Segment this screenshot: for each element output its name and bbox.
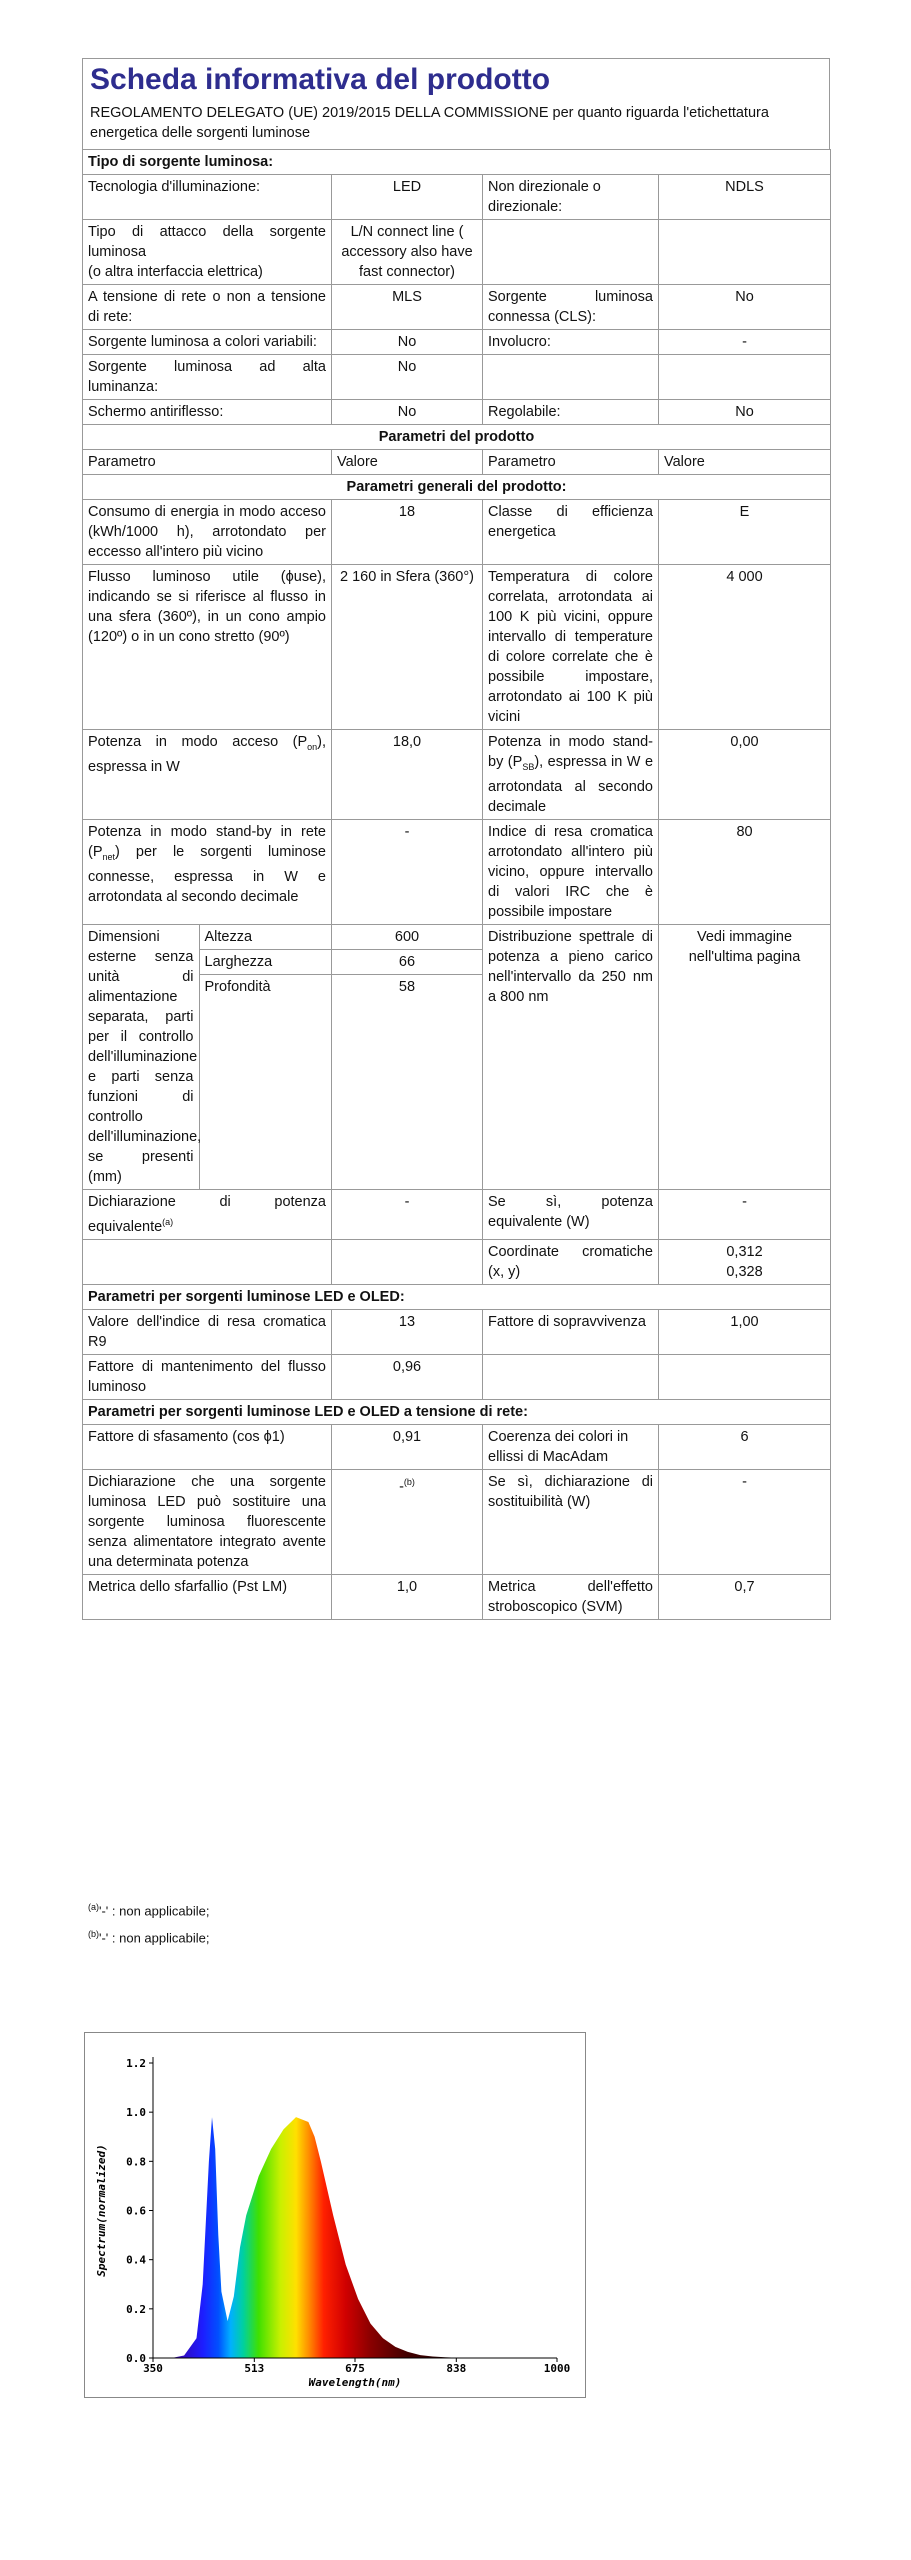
svm-value: 0,7 — [659, 1574, 831, 1619]
y-tick-label: 0.4 — [126, 2253, 146, 2267]
pnet-value: - — [332, 819, 483, 924]
col-header-value: Valore — [332, 450, 483, 475]
y-tick-label: 0.6 — [126, 2204, 146, 2218]
irc-label: Indice di resa cromatica arrotondato all'intero più vicino, oppure intervallo di valori IRC che è possibile impostare — [483, 819, 659, 924]
cls-value: No — [659, 285, 831, 330]
direzionale-label: Non direzionale o direzionale: — [483, 175, 659, 220]
dimensioni-label: Dimensioni esterne senza unità di alimentazione separata, parti per il controllo dell'illuminazione e parti senza funzioni di controllo dell'illuminazione, se presenti (mm) — [83, 925, 199, 1189]
dimensioni-values — [332, 924, 483, 1189]
regulation-subtitle: REGOLAMENTO DELEGATO (UE) 2019/2015 DELLA COMMISSIONE per quanto riguarda l'etichettatura energetica delle sorgenti luminose — [90, 105, 769, 141]
dichiarazione-value: - — [332, 1189, 483, 1239]
tecnologia-value: LED — [332, 175, 483, 220]
sostituibilita-label: Se sì, dichiarazione di sostituibilità (W) — [483, 1469, 659, 1574]
sfasamento-label: Fattore di sfasamento (cos ϕ1) — [83, 1424, 332, 1469]
flusso-label: Flusso luminoso utile (ϕuse), indicando se si riferisce al flusso in una sfera (360º), in un cono ampio (120º) o in un cono stretto (90º) — [83, 565, 332, 730]
alta-luminanza-label: Sorgente luminosa ad alta luminanza: — [83, 355, 332, 400]
involucro-value: - — [659, 330, 831, 355]
x-tick-label: 513 — [244, 2362, 265, 2375]
parametri-generali: Parametri generali del prodotto: — [83, 475, 831, 500]
y-axis-label: Spectrum(normalized) — [95, 2144, 108, 2277]
x-tick-label: 1000 — [543, 2362, 571, 2375]
potenza-equivalente-value: - — [659, 1189, 831, 1239]
product-sheet — [82, 58, 830, 1620]
spectrum-chart — [84, 2032, 586, 2398]
dichiarazione-label: Dichiarazione di potenza equivalente$^{(a)}$ — [83, 1189, 332, 1239]
larghezza-label: Larghezza — [200, 950, 332, 975]
dimensioni-cell — [83, 924, 332, 1189]
psb-value: 0,00 — [659, 730, 831, 820]
col-header-value-2: Valore — [659, 450, 831, 475]
altezza-label: Altezza — [200, 925, 332, 950]
consumo-value: 18 — [332, 500, 483, 565]
x-tick-label: 350 — [143, 2362, 163, 2375]
footnote-a: $^{(a)}$'-' : non applicabile; — [88, 1902, 210, 1919]
section-led: Parametri per sorgenti luminose LED e OLED: — [83, 1284, 831, 1309]
altezza-value: 600 — [332, 925, 482, 950]
y-tick-label: 0.2 — [126, 2302, 146, 2316]
col-header-param: Parametro — [83, 450, 332, 475]
y-tick-label: 0.8 — [126, 2155, 146, 2169]
spettro-value: Vedi immagine nell'ultima pagina — [659, 924, 831, 1189]
schermo-label: Schermo antiriflesso: — [83, 400, 332, 425]
tensione-value: MLS — [332, 285, 483, 330]
direzionale-value: NDLS — [659, 175, 831, 220]
sostituzione-value: -$^{(b)}$ — [332, 1469, 483, 1574]
cls-label: Sorgente luminosa connessa (CLS): — [483, 285, 659, 330]
spectrum-area — [172, 2117, 464, 2358]
coordinate-value: 0,312 0,328 — [659, 1239, 831, 1284]
attacco-label-note: (o altra interfaccia elettrica) — [88, 264, 263, 280]
temperatura-label: Temperatura di colore correlata, arrotondata ai 100 K più vicini, oppure intervallo di temperature di colore correlate che è possibile impostare, arrotondato ai 100 K più vicini — [483, 565, 659, 730]
x-axis-label: Wavelength(nm) — [308, 2376, 402, 2389]
regolabile-value: No — [659, 400, 831, 425]
profondita-value: 58 — [398, 978, 416, 995]
x-tick-label: 675 — [345, 2362, 365, 2375]
y-tick-label: 1.2 — [126, 2057, 146, 2070]
profondita-label: Profondità — [204, 978, 271, 995]
pst-label: Metrica dello sfarfallio (Pst LM) — [83, 1574, 332, 1619]
section-tipo: Tipo di sorgente luminosa: — [83, 150, 831, 175]
attacco-label-main: Tipo di attacco della sorgente luminosa — [88, 224, 326, 260]
parametri-title: Parametri del prodotto — [83, 425, 831, 450]
pnet-label: Potenza in modo stand-by in rete $(P_{net})$ per le sorgenti luminose connesse, espressa in W e arrotondata al secondo decimale — [83, 819, 332, 924]
svm-label: Metrica dell'effetto stroboscopico (SVM) — [483, 1574, 659, 1619]
macadam-label: Coerenza dei colori in ellissi di MacAdam — [483, 1424, 659, 1469]
colori-value: No — [332, 330, 483, 355]
psb-label: Potenza in modo stand-by $(P_{SB})$, espressa in W e arrotondata al secondo decimale — [483, 730, 659, 820]
irc-value: 80 — [659, 819, 831, 924]
footnote-b: $^{(b)}$'-' : non applicabile; — [88, 1929, 210, 1946]
y-tick-label: 0.0 — [126, 2352, 146, 2365]
tensione-label: A tensione di rete o non a tensione di rete: — [83, 285, 332, 330]
r9-label: Valore dell'indice di resa cromatica R9 — [83, 1309, 332, 1354]
classe-label: Classe di efficienza energetica — [483, 500, 659, 565]
coordinate-label: Coordinate cromatiche (x, y) — [483, 1239, 659, 1284]
larghezza-value: 66 — [332, 950, 482, 975]
spec-table — [82, 149, 831, 1620]
spectrum-svg — [85, 2033, 585, 2397]
x-tick-label: 838 — [446, 2362, 467, 2375]
colori-label: Sorgente luminosa a colori variabili: — [83, 330, 332, 355]
sopravvivenza-value: 1,00 — [659, 1309, 831, 1354]
macadam-value: 6 — [659, 1424, 831, 1469]
sfasamento-value: 0,91 — [332, 1424, 483, 1469]
tecnologia-label: Tecnologia d'illuminazione: — [83, 175, 332, 220]
flusso-value: 2 160 in Sfera (360°) — [332, 565, 483, 730]
col-header-param-2: Parametro — [483, 450, 659, 475]
potenza-equivalente-label: Se sì, potenza equivalente (W) — [483, 1189, 659, 1239]
pst-value: 1,0 — [332, 1574, 483, 1619]
consumo-label: Consumo di energia in modo acceso (kWh/1000 h), arrotondato per eccesso all'intero più vicino — [83, 500, 332, 565]
r9-value: 13 — [332, 1309, 483, 1354]
temperatura-value: 4 000 — [659, 565, 831, 730]
sostituzione-label: Dichiarazione che una sorgente luminosa LED può sostituire una sorgente luminosa fluorescente senza alimentatore integrato avente una determinata potenza — [83, 1469, 332, 1574]
schermo-value: No — [332, 400, 483, 425]
classe-value: E — [659, 500, 831, 565]
pon-label: Potenza in modo acceso $(P_{on})$, espressa in W — [83, 730, 332, 820]
sopravvivenza-label: Fattore di sopravvivenza — [483, 1309, 659, 1354]
attacco-label — [83, 220, 332, 285]
attacco-value: L/N connect line ( accessory also have fast connector) — [332, 220, 483, 285]
regolabile-label: Regolabile: — [483, 400, 659, 425]
involucro-label: Involucro: — [483, 330, 659, 355]
pon-value: 18,0 — [332, 730, 483, 820]
page-title: Scheda informativa del prodotto — [90, 63, 551, 96]
sostituibilita-value: - — [659, 1469, 831, 1574]
sheet-header — [82, 58, 830, 149]
alta-luminanza-value: No — [332, 355, 483, 400]
y-tick-label: 1.0 — [126, 2106, 146, 2120]
mantenimento-label: Fattore di mantenimento del flusso luminoso — [83, 1354, 332, 1399]
spettro-label: Distribuzione spettrale di potenza a pieno carico nell'intervallo da 250 nm a 800 nm — [483, 924, 659, 1189]
mantenimento-value: 0,96 — [332, 1354, 483, 1399]
section-rete: Parametri per sorgenti luminose LED e OLED a tensione di rete: — [83, 1399, 831, 1424]
